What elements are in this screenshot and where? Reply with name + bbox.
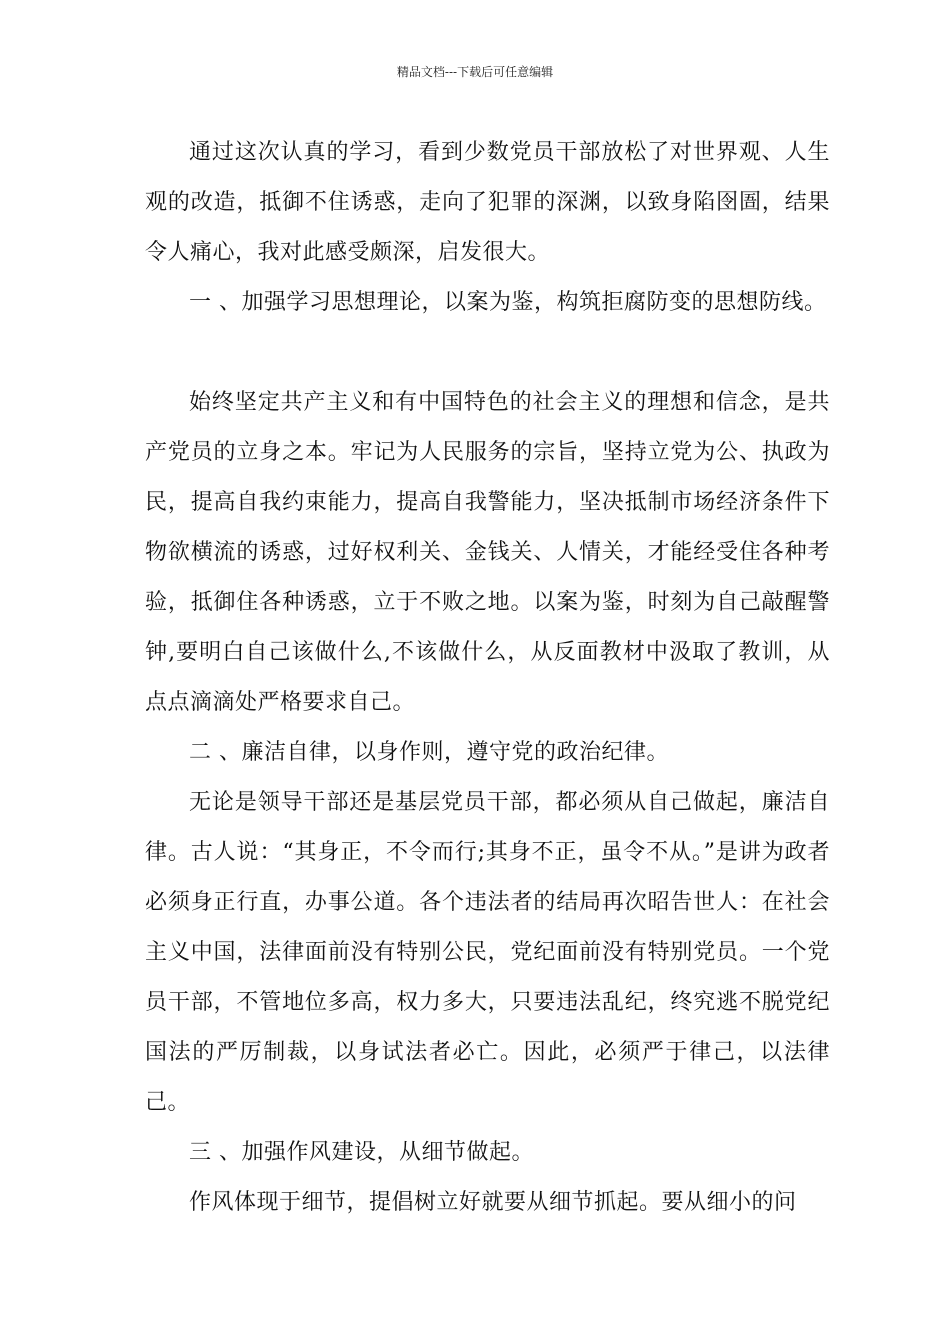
section-heading-3: 三 、加强作风建设，从细节做起。: [189, 1140, 534, 1165]
section-heading-2: 二 、廉洁自律，以身作则，遵守党的政治纪律。: [189, 740, 669, 765]
paragraph-intro: 通过这次认真的学习，看到少数党员干部放松了对世界观、人生观的改造，抵御不住诱惑，走向了犯罪的深渊，以致身陷囹圄，结果令人痛心，我对此感受颇深，启发很大。: [145, 140, 830, 265]
page-header: 精品文档---下载后可任意编辑: [396, 65, 554, 79]
paragraph-section-2: 无论是领导干部还是基层党员干部，都必须从自己做起，廉洁自律。古人说：“其身正，不令而行;其身不正，虽令不从。”是讲为政者必须身正行直，办事公道。各个违法者的结局再次昭告世人：在社会主义中国，法律面前没有特别公民，党纪面前没有特别党员。一个党员干部，不管地位多高，权力多大，只要违法乱纪，终究逃不脱党纪国法的严厉制裁，以身试法者必亡。因此，必须严于律己，以法律己。: [145, 790, 830, 1115]
paragraph-section-3: 作风体现于细节，提倡树立好就要从细节抓起。要从细小的问: [189, 1190, 797, 1215]
document-body: [145, 128, 830, 1228]
section-heading-1: 一 、加强学习思想理论，以案为鉴，构筑拒腐防变的思想防线。: [189, 290, 827, 315]
blank-line: [145, 328, 830, 378]
paragraph-section-1: 始终坚定共产主义和有中国特色的社会主义的理想和信念，是共产党员的立身之本。牢记为人民服务的宗旨，坚持立党为公、执政为民，提高自我约束能力，提高自我警能力，坚决抵制市场经济条件下物欲横流的诱惑，过好权利关、金钱关、人情关，才能经受住各种考验，抵御住各种诱惑，立于不败之地。以案为鉴，时刻为自己敲醒警钟,要明白自己该做什么,不该做什么，从反面教材中汲取了教训，从点点滴滴处严格要求自己。: [145, 390, 830, 715]
